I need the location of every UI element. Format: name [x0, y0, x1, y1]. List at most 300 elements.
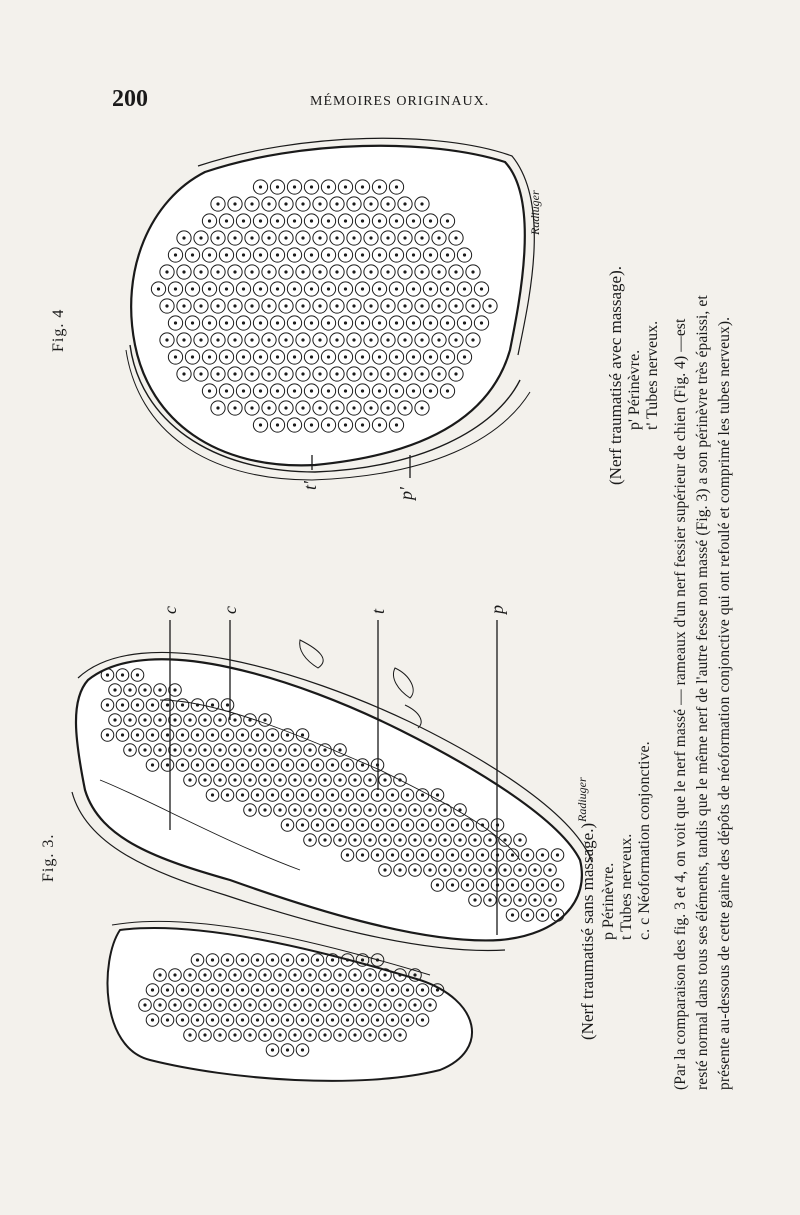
- nerve-tube-axon: [368, 838, 371, 841]
- nerve-tube-axon: [174, 253, 177, 256]
- nerve-tube-axon: [556, 853, 559, 856]
- nerve-tube-axon: [225, 355, 228, 358]
- nerve-tube-axon: [301, 763, 304, 766]
- nerve-tube-axon: [368, 1033, 371, 1036]
- nerve-tube-axon: [548, 868, 551, 871]
- nerve-tube-axon: [344, 389, 347, 392]
- nerve-tube-axon: [378, 219, 381, 222]
- nerve-tube-axon: [352, 406, 355, 409]
- nerve-tube-axon: [276, 321, 279, 324]
- nerve-tube-axon: [278, 808, 281, 811]
- nerve-tube-axon: [181, 1018, 184, 1021]
- nerve-tube-axon: [121, 673, 124, 676]
- nerve-tube-axon: [241, 793, 244, 796]
- nerve-tube-axon: [541, 883, 544, 886]
- nerve-tube-axon: [344, 185, 347, 188]
- nerve-tube-axon: [225, 389, 228, 392]
- nerve-tube-axon: [368, 973, 371, 976]
- nerve-tube-axon: [344, 219, 347, 222]
- nerve-tube-axon: [428, 1003, 431, 1006]
- nerve-tube-axon: [196, 763, 199, 766]
- nerve-tube-axon: [259, 355, 262, 358]
- nerve-tube-axon: [218, 748, 221, 751]
- nerve-tube-axon: [463, 253, 466, 256]
- nerve-tube-axon: [318, 270, 321, 273]
- nerve-tube-axon: [466, 823, 469, 826]
- nerve-tube-axon: [203, 748, 206, 751]
- nerve-tube-axon: [413, 973, 416, 976]
- footnote-line-3: présente au-dessous de cette gaine des dépôts de néoformation conjonctive qui ont refoulé et comprimé les tubes nerveux).: [716, 316, 733, 1090]
- nerve-tube-axon: [208, 355, 211, 358]
- nerve-tube-axon: [233, 1033, 236, 1036]
- nerve-tube-axon: [429, 287, 432, 290]
- nerve-tube-axon: [256, 763, 259, 766]
- nerve-tube-axon: [353, 838, 356, 841]
- nerve-tube-axon: [421, 1018, 424, 1021]
- nerve-tube-axon: [480, 321, 483, 324]
- nerve-tube-axon: [526, 913, 529, 916]
- footnote-line-1: (Par la comparaison des fig. 3 et 4, on voit que le nerf massé — rameaux d'un nerf fessier supérieur de chien (Fig. 4) —est: [672, 318, 689, 1090]
- nerve-tube-axon: [344, 423, 347, 426]
- nerve-tube-axon: [443, 868, 446, 871]
- leader-label-t-prime: t': [300, 481, 320, 490]
- nerve-tube-axon: [369, 406, 372, 409]
- nerve-tube-axon: [376, 793, 379, 796]
- nerve-tube-axon: [211, 793, 214, 796]
- nerve-tube-axon: [338, 808, 341, 811]
- nerve-tube-axon: [436, 988, 439, 991]
- nerve-tube-axon: [331, 1018, 334, 1021]
- nerve-tube-axon: [429, 355, 432, 358]
- nerve-tube-axon: [369, 304, 372, 307]
- nerve-tube-axon: [276, 389, 279, 392]
- nerve-tube-axon: [276, 219, 279, 222]
- nerve-tube-axon: [378, 287, 381, 290]
- nerve-tube-axon: [518, 868, 521, 871]
- nerve-tube-axon: [151, 703, 154, 706]
- nerve-tube-axon: [383, 808, 386, 811]
- nerve-tube-axon: [241, 733, 244, 736]
- nerve-tube-axon: [301, 202, 304, 205]
- nerve-tube-axon: [173, 1003, 176, 1006]
- nerve-tube-axon: [216, 202, 219, 205]
- nerve-tube-axon: [403, 270, 406, 273]
- nerve-tube-axon: [151, 1018, 154, 1021]
- nerve-tube-axon: [327, 355, 330, 358]
- nerve-tube-axon: [446, 321, 449, 324]
- nerve-tube-axon: [463, 287, 466, 290]
- nerve-tube-axon: [301, 236, 304, 239]
- nerve-tube-axon: [191, 321, 194, 324]
- nerve-tube-axon: [226, 793, 229, 796]
- nerve-tube-axon: [318, 202, 321, 205]
- nerve-tube-axon: [284, 202, 287, 205]
- nerve-tube-axon: [383, 838, 386, 841]
- nerve-tube-axon: [310, 355, 313, 358]
- nerve-tube-axon: [428, 808, 431, 811]
- leader-label-t: t: [368, 608, 388, 614]
- nerve-tube-axon: [208, 389, 211, 392]
- nerve-tube-axon: [196, 958, 199, 961]
- nerve-tube-axon: [263, 778, 266, 781]
- nerve-tube-axon: [241, 763, 244, 766]
- nerve-tube-axon: [488, 304, 491, 307]
- page-number: 200: [112, 86, 148, 112]
- nerve-tube-axon: [361, 423, 364, 426]
- nerve-tube-axon: [278, 748, 281, 751]
- nerve-tube-axon: [421, 853, 424, 856]
- nerve-tube-axon: [233, 718, 236, 721]
- nerve-tube-axon: [323, 838, 326, 841]
- nerve-tube-axon: [369, 372, 372, 375]
- nerve-tube-axon: [406, 793, 409, 796]
- nerve-tube-axon: [352, 338, 355, 341]
- nerve-tube-axon: [259, 287, 262, 290]
- nerve-tube-axon: [395, 321, 398, 324]
- nerve-tube-axon: [361, 185, 364, 188]
- nerve-tube-axon: [391, 853, 394, 856]
- figure-4-signature: Radiuger: [528, 190, 542, 235]
- nerve-tube-axon: [218, 1033, 221, 1036]
- nerve-tube-axon: [248, 973, 251, 976]
- nerve-tube-axon: [143, 748, 146, 751]
- nerve-tube-axon: [308, 1003, 311, 1006]
- nerve-tube-axon: [182, 304, 185, 307]
- nerve-tube-axon: [413, 838, 416, 841]
- running-title: MÉMOIRES ORIGINAUX.: [310, 94, 490, 109]
- nerve-tube-axon: [481, 853, 484, 856]
- nerve-tube-axon: [233, 338, 236, 341]
- nerve-tube-axon: [318, 304, 321, 307]
- nerve-tube-axon: [293, 355, 296, 358]
- nerve-tube-axon: [403, 406, 406, 409]
- nerve-tube-axon: [526, 883, 529, 886]
- nerve-tube-axon: [301, 958, 304, 961]
- nerve-tube-axon: [353, 1033, 356, 1036]
- nerve-tube-axon: [420, 236, 423, 239]
- nerve-tube-axon: [331, 793, 334, 796]
- nerve-tube-axon: [454, 236, 457, 239]
- nerve-tube-axon: [308, 838, 311, 841]
- nerve-tube-axon: [276, 423, 279, 426]
- nerve-tube-axon: [488, 898, 491, 901]
- nerve-tube-axon: [293, 748, 296, 751]
- nerve-tube-axon: [398, 838, 401, 841]
- nerve-tube-axon: [386, 406, 389, 409]
- nerve-tube-axon: [346, 958, 349, 961]
- nerve-tube-axon: [310, 185, 313, 188]
- nerve-tube-axon: [271, 1048, 274, 1051]
- nerve-tube-axon: [436, 793, 439, 796]
- nerve-tube-axon: [188, 1003, 191, 1006]
- nerve-tube-axon: [518, 838, 521, 841]
- figure-4-label: Fig. 4: [50, 308, 67, 352]
- nerve-tube-axon: [250, 202, 253, 205]
- nerve-tube-axon: [403, 372, 406, 375]
- nerve-tube-axon: [428, 868, 431, 871]
- nerve-tube-axon: [406, 1018, 409, 1021]
- nerve-tube-axon: [346, 853, 349, 856]
- nerve-tube-axon: [216, 304, 219, 307]
- nerve-tube-axon: [182, 372, 185, 375]
- nerve-tube-axon: [248, 1033, 251, 1036]
- nerve-tube-axon: [218, 778, 221, 781]
- nerve-tube-axon: [226, 733, 229, 736]
- nerve-tube-axon: [369, 236, 372, 239]
- nerve-tube-axon: [361, 321, 364, 324]
- nerve-tube-axon: [344, 253, 347, 256]
- nerve-tube-axon: [386, 202, 389, 205]
- nerve-tube-axon: [106, 733, 109, 736]
- nerve-tube-axon: [225, 253, 228, 256]
- nerve-tube-axon: [216, 236, 219, 239]
- nerve-tube-axon: [361, 1018, 364, 1021]
- nerve-tube-axon: [278, 1003, 281, 1006]
- nerve-tube-axon: [338, 1033, 341, 1036]
- nerve-tube-axon: [233, 202, 236, 205]
- nerve-tube-axon: [406, 823, 409, 826]
- nerve-tube-axon: [293, 253, 296, 256]
- nerve-tube-axon: [458, 808, 461, 811]
- nerve-tube-axon: [395, 389, 398, 392]
- nerve-tube-axon: [218, 1003, 221, 1006]
- nerve-tube-axon: [511, 883, 514, 886]
- nerve-tube-axon: [323, 778, 326, 781]
- nerve-tube-axon: [113, 718, 116, 721]
- nerve-tube-axon: [420, 338, 423, 341]
- figure-4-caption-perinevre: p' Périnèvre.: [626, 349, 643, 430]
- nerve-tube-axon: [310, 423, 313, 426]
- nerve-tube-axon: [378, 423, 381, 426]
- nerve-tube-axon: [412, 321, 415, 324]
- nerve-tube-axon: [526, 853, 529, 856]
- nerve-tube-axon: [308, 808, 311, 811]
- nerve-tube-axon: [250, 270, 253, 273]
- nerve-tube-axon: [263, 718, 266, 721]
- nerve-tube-axon: [503, 868, 506, 871]
- nerve-tube-axon: [395, 253, 398, 256]
- nerve-tube-axon: [293, 321, 296, 324]
- nerve-tube-axon: [165, 304, 168, 307]
- nerve-tube-axon: [335, 236, 338, 239]
- nerve-tube-axon: [276, 185, 279, 188]
- nerve-tube-axon: [259, 321, 262, 324]
- nerve-tube-axon: [271, 763, 274, 766]
- nerve-tube-axon: [225, 287, 228, 290]
- nerve-tube-axon: [398, 868, 401, 871]
- nerve-tube-axon: [188, 973, 191, 976]
- nerve-tube-axon: [323, 748, 326, 751]
- nerve-tube-axon: [226, 763, 229, 766]
- nerve-tube-axon: [327, 389, 330, 392]
- nerve-tube-axon: [335, 304, 338, 307]
- nerve-tube-axon: [395, 287, 398, 290]
- nerve-tube-axon: [158, 973, 161, 976]
- nerve-tube-axon: [263, 973, 266, 976]
- nerve-tube-axon: [173, 718, 176, 721]
- nerve-tube-axon: [480, 287, 483, 290]
- nerve-tube-axon: [242, 321, 245, 324]
- nerve-tube-axon: [398, 1003, 401, 1006]
- nerve-tube-axon: [386, 304, 389, 307]
- nerve-tube-axon: [196, 733, 199, 736]
- nerve-tube-axon: [344, 321, 347, 324]
- nerve-tube-axon: [368, 1003, 371, 1006]
- nerve-tube-axon: [208, 253, 211, 256]
- nerve-tube-axon: [293, 423, 296, 426]
- nerve-tube-axon: [446, 219, 449, 222]
- nerve-tube-axon: [310, 321, 313, 324]
- nerve-tube-axon: [466, 883, 469, 886]
- nerve-tube-axon: [226, 988, 229, 991]
- nerve-tube-axon: [181, 733, 184, 736]
- nerve-tube-axon: [323, 808, 326, 811]
- nerve-tube-axon: [361, 823, 364, 826]
- nerve-tube-axon: [429, 321, 432, 324]
- figure-3-caption-tubes: t Tubes nerveux.: [618, 833, 635, 940]
- nerve-tube-axon: [395, 185, 398, 188]
- nerve-tube-axon: [378, 253, 381, 256]
- nerve-tube-axon: [166, 988, 169, 991]
- nerve-tube-axon: [136, 703, 139, 706]
- nerve-tube-axon: [436, 883, 439, 886]
- nerve-tube-axon: [429, 253, 432, 256]
- nerve-tube-axon: [383, 1033, 386, 1036]
- nerve-tube-axon: [182, 338, 185, 341]
- nerve-tube-axon: [361, 219, 364, 222]
- nerve-tube-axon: [308, 778, 311, 781]
- nerve-tube-axon: [429, 389, 432, 392]
- nerve-tube-axon: [267, 270, 270, 273]
- nerve-tube-axon: [454, 270, 457, 273]
- nerve-tube-axon: [174, 355, 177, 358]
- nerve-tube-axon: [151, 988, 154, 991]
- nerve-tube-axon: [271, 733, 274, 736]
- nerve-tube-axon: [428, 838, 431, 841]
- nerve-tube-axon: [196, 703, 199, 706]
- nerve-tube-axon: [174, 287, 177, 290]
- nerve-tube-axon: [151, 763, 154, 766]
- leader-label-c-1: c: [160, 606, 180, 614]
- nerve-tube-axon: [548, 898, 551, 901]
- nerve-tube-axon: [208, 219, 211, 222]
- nerve-tube-axon: [327, 185, 330, 188]
- nerve-tube-axon: [259, 423, 262, 426]
- nerve-tube-axon: [378, 321, 381, 324]
- nerve-tube-axon: [286, 988, 289, 991]
- nerve-tube-axon: [386, 236, 389, 239]
- nerve-tube-axon: [191, 253, 194, 256]
- nerve-tube-axon: [386, 338, 389, 341]
- nerve-tube-axon: [361, 793, 364, 796]
- nerve-tube-axon: [398, 778, 401, 781]
- nerve-tube-axon: [173, 748, 176, 751]
- nerve-tube-axon: [335, 372, 338, 375]
- nerve-tube-axon: [376, 958, 379, 961]
- nerve-tube-axon: [225, 219, 228, 222]
- nerve-tube-axon: [511, 913, 514, 916]
- nerve-tube-axon: [331, 958, 334, 961]
- nerve-tube-axon: [346, 823, 349, 826]
- nerve-tube-axon: [406, 853, 409, 856]
- nerve-tube-axon: [412, 355, 415, 358]
- leader-label-c-2: c: [220, 606, 240, 614]
- nerve-tube-axon: [166, 1018, 169, 1021]
- nerve-tube-axon: [203, 718, 206, 721]
- nerve-tube-axon: [386, 270, 389, 273]
- nerve-tube-axon: [413, 868, 416, 871]
- nerve-tube-axon: [211, 703, 214, 706]
- nerve-tube-axon: [316, 763, 319, 766]
- nerve-tube-axon: [188, 748, 191, 751]
- nerve-tube-axon: [276, 287, 279, 290]
- nerve-tube-axon: [286, 793, 289, 796]
- nerve-tube-axon: [216, 372, 219, 375]
- nerve-tube-axon: [346, 793, 349, 796]
- nerve-tube-axon: [301, 304, 304, 307]
- nerve-tube-axon: [344, 355, 347, 358]
- nerve-tube-axon: [203, 973, 206, 976]
- nerve-tube-axon: [338, 778, 341, 781]
- nerve-tube-axon: [352, 236, 355, 239]
- nerve-tube-axon: [412, 287, 415, 290]
- nerve-tube-axon: [361, 763, 364, 766]
- nerve-tube-axon: [199, 236, 202, 239]
- nerve-tube-axon: [413, 1003, 416, 1006]
- nerve-tube-axon: [443, 838, 446, 841]
- nerve-tube-axon: [143, 718, 146, 721]
- nerve-tube-axon: [473, 898, 476, 901]
- nerve-tube-axon: [218, 718, 221, 721]
- nerve-tube-axon: [271, 793, 274, 796]
- nerve-tube-axon: [157, 287, 160, 290]
- nerve-tube-axon: [173, 973, 176, 976]
- nerve-tube-axon: [242, 355, 245, 358]
- nerve-tube-axon: [211, 763, 214, 766]
- nerve-tube-axon: [335, 270, 338, 273]
- nerve-tube-axon: [293, 219, 296, 222]
- nerve-tube-axon: [503, 838, 506, 841]
- nerve-tube-axon: [301, 270, 304, 273]
- nerve-tube-axon: [420, 304, 423, 307]
- nerve-tube-axon: [293, 185, 296, 188]
- nerve-tube-axon: [271, 988, 274, 991]
- nerve-tube-axon: [225, 321, 228, 324]
- nerve-tube-axon: [503, 898, 506, 901]
- nerve-tube-axon: [286, 763, 289, 766]
- nerve-tube-axon: [173, 688, 176, 691]
- nerve-tube-axon: [293, 778, 296, 781]
- nerve-tube-axon: [378, 389, 381, 392]
- nerve-tube-axon: [278, 973, 281, 976]
- nerve-tube-axon: [233, 406, 236, 409]
- nerve-tube-axon: [412, 389, 415, 392]
- nerve-tube-axon: [106, 673, 109, 676]
- figure-3-caption-perinevre: p Périnèvre.: [600, 862, 617, 940]
- nerve-tube-axon: [451, 823, 454, 826]
- nerve-tube-axon: [338, 748, 341, 751]
- nerve-tube-axon: [121, 703, 124, 706]
- nerve-tube-axon: [398, 808, 401, 811]
- nerve-tube-axon: [250, 406, 253, 409]
- nerve-tube-axon: [286, 733, 289, 736]
- nerve-tube-axon: [331, 988, 334, 991]
- nerve-tube-axon: [323, 1003, 326, 1006]
- nerve-tube-axon: [136, 733, 139, 736]
- nerve-tube-axon: [420, 202, 423, 205]
- nerve-tube-axon: [250, 304, 253, 307]
- nerve-tube-axon: [276, 355, 279, 358]
